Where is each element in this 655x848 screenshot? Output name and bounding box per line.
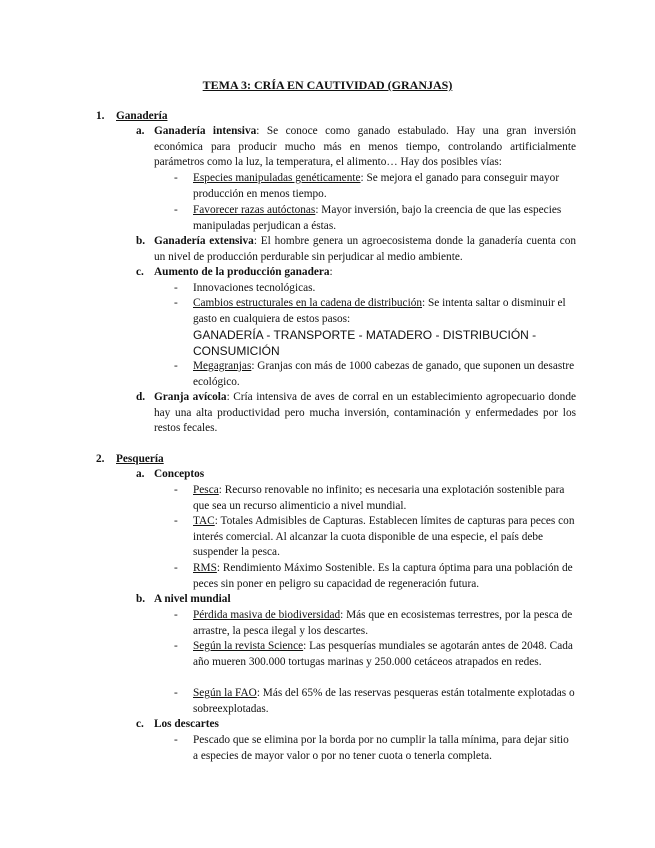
section-number: 2. <box>96 453 105 465</box>
bullet-text: : Granjas con más de 1000 cabezas de ganado, que suponen un desastre ecológico. <box>193 360 575 388</box>
item-aumento-produccion <box>136 265 576 281</box>
dash-marker: - <box>174 609 178 621</box>
item-text: : Se conoce como ganado estabulado. Hay una gran inversión económica para producir mucho más en menos tiempo, controlando artificialmente parámetros como la luz, la temperatura, el alimento… Hay dos posibles vías: <box>154 125 576 168</box>
section-heading-ganaderia <box>96 109 167 125</box>
dash-marker: - <box>174 687 178 699</box>
bullet-especies-manipuladas <box>174 171 576 202</box>
bullet-term: RMS <box>193 562 217 574</box>
item-letter: a. <box>136 125 145 137</box>
dash-marker: - <box>174 360 178 372</box>
bullet-text: : Rendimiento Máximo Sostenible. Es la captura óptima para una población de peces sin poner en peligro su capacidad de regeneración futura. <box>193 562 573 590</box>
item-conceptos <box>136 467 576 483</box>
bullet-text: Pescado que se elimina por la borda por no cumplir la talla mínima, para dejar sitio a especies de mayor valor o por no tener cuota o tenerla completa. <box>193 734 569 762</box>
item-letter: d. <box>136 391 146 403</box>
bullet-innovaciones <box>174 281 576 297</box>
bullet-perdida-biodiversidad <box>174 608 576 639</box>
bullet-term: Especies manipuladas genéticamente <box>193 172 361 184</box>
item-letter: b. <box>136 235 146 247</box>
item-term: Conceptos <box>154 468 205 480</box>
dash-marker: - <box>174 734 178 746</box>
item-term: A nivel mundial <box>154 593 231 605</box>
bullet-term: Favorecer razas autóctonas <box>193 204 316 216</box>
bullet-descartes-definicion <box>174 733 576 764</box>
bullet-text: : Recurso renovable no infinito; es necesaria una explotación sostenible para que sea un recurso alimenticio a nivel mundial. <box>193 484 565 512</box>
bullet-term: Megagranjas <box>193 360 252 372</box>
item-ganaderia-extensiva <box>136 234 576 265</box>
item-granja-avicola <box>136 390 576 437</box>
bullet-term: Cambios estructurales en la cadena de distribución <box>193 297 422 309</box>
bullet-cambios-estructurales <box>174 296 576 359</box>
dash-marker: - <box>174 297 178 309</box>
item-term: Ganadería intensiva <box>154 125 257 137</box>
item-text: : <box>329 266 333 278</box>
dash-marker: - <box>174 484 178 496</box>
bullet-pesca <box>174 483 576 514</box>
dash-marker: - <box>174 204 178 216</box>
bullet-text: : Se intenta saltar o disminuir el gasto en cualquiera de estos pasos: <box>193 297 566 325</box>
item-letter: c. <box>136 718 144 730</box>
bullet-rms <box>174 561 576 592</box>
page-title: TEMA 3: CRÍA EN CAUTIVIDAD (GRANJAS) <box>202 78 453 92</box>
bullet-text: : Totales Admisibles de Capturas. Establecen límites de capturas para peces con interés comercial. Al alcanzar la cuota disponible de una especie, el país debe suspender la pesca. <box>193 515 575 558</box>
dash-marker: - <box>174 562 178 574</box>
bullet-term: Pérdida masiva de biodiversidad <box>193 609 341 621</box>
item-term: Ganadería extensiva <box>154 235 254 247</box>
dash-marker: - <box>174 640 178 652</box>
bullet-tac <box>174 514 576 561</box>
section-number: 1. <box>96 110 105 122</box>
bullet-term: TAC <box>193 515 215 527</box>
item-term: Aumento de la producción ganadera <box>154 266 330 278</box>
item-text: : Cría intensiva de aves de corral en un establecimiento agropecuario donde hay una alta productividad pero mucha inversión, contaminación y enfermedades por los restos fecales. <box>154 391 576 434</box>
section-label: Pesquería <box>116 453 164 465</box>
bullet-text: : Se mejora el ganado para conseguir mayor producción en menos tiempo. <box>193 172 560 200</box>
item-letter: b. <box>136 593 146 605</box>
bullet-term: Según la FAO <box>193 687 257 699</box>
bullet-text: : Mayor inversión, bajo la creencia de que las especies manipuladas perjudican a éstas. <box>193 204 562 232</box>
bullet-term: Según la revista Science <box>193 640 304 652</box>
dash-marker: - <box>174 515 178 527</box>
item-term: Los descartes <box>154 718 219 730</box>
item-nivel-mundial <box>136 592 576 608</box>
bullet-text: : Más que en ecosistemas terrestres, por la pesca de arrastre, la pesca ilegal y los descartes. <box>193 609 573 637</box>
bullet-megagranjas <box>174 359 576 390</box>
bullet-text: : Más del 65% de las reservas pesqueras están totalmente explotadas o sobreexplotadas. <box>193 687 575 715</box>
item-letter: c. <box>136 266 144 278</box>
bullet-razas-autoctonas <box>174 203 576 234</box>
item-ganaderia-intensiva <box>136 124 576 171</box>
dash-marker: - <box>174 282 178 294</box>
item-text: : El hombre genera un agroecosistema donde la ganadería cuenta con un nivel de producción perdurable sin perjudicar al medio ambiente. <box>154 235 576 263</box>
item-letter: a. <box>136 468 145 480</box>
bullet-term: Pesca <box>193 484 219 496</box>
bullet-revista-science <box>174 639 576 670</box>
bullet-text: Innovaciones tecnológicas. <box>193 282 316 294</box>
bullet-fao <box>174 686 576 717</box>
distribution-chain: GANADERÍA - TRANSPORTE - MATADERO - DISTRIBUCIÓN - CONSUMICIÓN <box>193 328 537 358</box>
item-term: Granja avícola <box>154 391 227 403</box>
item-descartes <box>136 717 576 733</box>
section-heading-pesqueria <box>96 452 164 468</box>
section-label: Ganadería <box>116 110 168 122</box>
dash-marker: - <box>174 172 178 184</box>
bullet-text: : Las pesquerías mundiales se agotarán antes de 2048. Cada año mueren 300.000 tortugas marinas y 250.000 cetáceos atrapados en redes. <box>193 640 573 668</box>
